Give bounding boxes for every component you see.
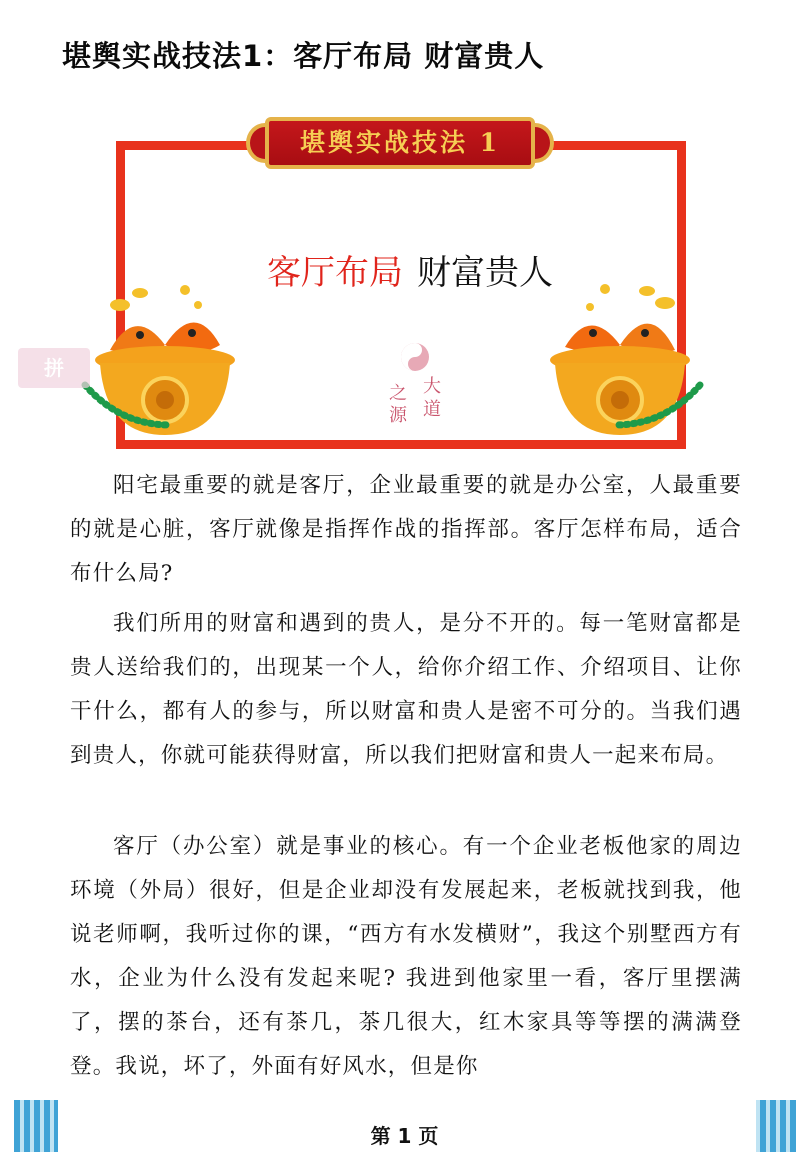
banner-illustration — [60, 105, 740, 460]
svg-text:大: 大 — [423, 376, 441, 397]
page-title: 堪舆实战技法1：客厅布局 财富贵人 — [62, 39, 545, 73]
side-stamp-mark: 拼 — [18, 348, 90, 388]
paragraph: 我们所用的财富和遇到的贵人，是分不开的。每一笔财富都是贵人送给我们的，出现某一个人，给你介绍工作、介绍项目、让你干什么，都有人的参与，所以财富和贵人是密不可分的。当我们遇到贵人，你就可能获得财富，所以我们把财富和贵人一起来布局。 — [70, 611, 742, 768]
paragraph: 阳宅最重要的就是客厅，企业最重要的就是办公室，人最重要的就是心脏，客厅就像是指挥作战的指挥部。客厅怎样布局，适合布什么局? — [70, 473, 742, 586]
treasure-pot-koi-icon — [535, 275, 705, 450]
treasure-pot-koi-icon — [80, 275, 250, 450]
svg-text:之: 之 — [389, 383, 407, 404]
banner-heading-red: 客厅布局 — [267, 253, 403, 293]
svg-text:源: 源 — [389, 405, 407, 426]
banner-ribbon: 堪舆实战技法 1 — [265, 117, 535, 169]
svg-text:道: 道 — [423, 399, 441, 420]
paragraph: 客厅（办公室）就是事业的核心。有一个企业老板他家的周边环境（外局）很好，但是企业却没有发展起来，老板就找到我，他说老师啊，我听过你的课，“西方有水发横财”，我这个别墅西方有水，企业为什么没有发起来呢? 我进到他家里一看，客厅里摆满了，摆的茶台，还有茶几，茶几很大，红木家具等等摆的满满登登。我说，坏了，外面有好风水，但是你 — [70, 834, 742, 1079]
dadao-seal-logo — [375, 337, 455, 427]
page-number: 第 1 页 — [370, 1124, 439, 1148]
banner-heading-black: 财富贵人 — [417, 253, 553, 293]
